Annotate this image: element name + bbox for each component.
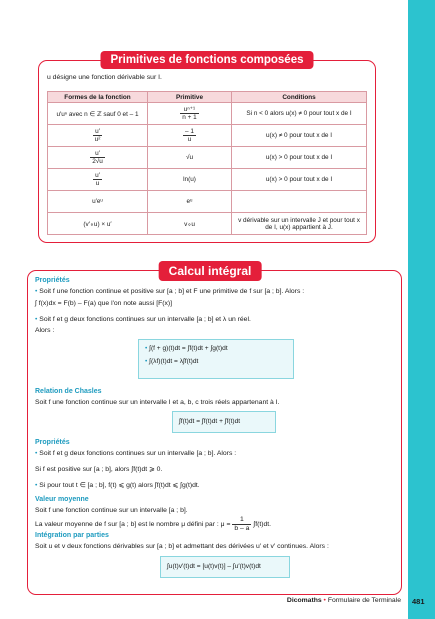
calcul-integral-title: Calcul intégral (159, 261, 262, 281)
footer-brand: Dicomaths (286, 597, 322, 604)
row-prim-frac: $\frac{- 1}{u}$ (185, 127, 194, 143)
prop2-line2: Si f est positive sur [a ; b], alors ∫f(t)dt ⩾ 0. (35, 466, 163, 473)
row-form-frac: $\frac{u'}{\text{u²}}$ (94, 127, 101, 143)
heading-proprietes-2: Propriétés (35, 439, 70, 446)
ipp-formula: ∫u(t)v′(t)dt = [u(t)v(t)] – ∫u′(t)v(t)dt (167, 563, 261, 570)
moyenne-line2-text: La valeur moyenne de f sur [a ; b] est le nombre μ défini par : μ = (35, 521, 231, 529)
table-row (48, 191, 367, 213)
heading-integration-parties: Intégration par parties (35, 532, 109, 539)
moyenne-fraction: $\frac{1}{b - a}$ (234, 516, 250, 532)
linearity-formula-1: ∫(f + g)(t)dt = ∫f(t)dt + ∫g(t)dt (149, 345, 228, 352)
chasles-formula-box (172, 411, 276, 433)
table-row (48, 147, 367, 169)
prop2-line1: Soit f et g deux fonctions continues sur un intervalle [a ; b]. Alors : (39, 450, 237, 457)
row-prim: √u (148, 147, 232, 169)
table-row (48, 125, 367, 147)
prop2-line3: Si pour tout t ∈ [a ; b], f(t) ⩽ g(t) alors ∫f(t)dt ⩽ ∫g(t)dt. (39, 482, 200, 489)
header-primitive: Primitive (148, 92, 232, 103)
bullet-icon: • (145, 358, 150, 365)
footer-separator: • (323, 597, 326, 604)
table-row (48, 169, 367, 191)
table-row (48, 213, 367, 235)
row-form: u′uⁿ avec n ∈ ℤ sauf 0 et – 1 (48, 103, 148, 125)
row-prim: v∘u (148, 213, 232, 235)
side-color-bar (408, 0, 435, 619)
footer-label: Formulaire de Terminale (327, 597, 401, 604)
ipp-formula-box (160, 556, 290, 578)
row-cond (232, 191, 367, 213)
header-conditions: Conditions (232, 92, 367, 103)
page-footer (287, 597, 401, 604)
row-cond: Si n < 0 alors u(x) ≠ 0 pour tout x de I (232, 103, 367, 125)
bullet-icon: • (35, 316, 40, 323)
row-form-frac: $\frac{u'}{u}$ (95, 171, 100, 187)
row-prim-frac: $\frac{\text{uⁿ⁺¹}}{n + 1}$ (182, 105, 197, 121)
row-form: (v′∘u) × u′ (48, 213, 148, 235)
heading-chasles: Relation de Chasles (35, 388, 102, 395)
primitives-title: Primitives de fonctions composées (100, 51, 313, 69)
primitives-intro: u désigne une fonction dérivable sur I. (47, 74, 162, 81)
bullet-icon: • (35, 450, 40, 457)
chasles-line1: Soit f une fonction continue sur un intervalle I et a, b, c trois réels appartenant à I. (35, 399, 280, 406)
prop1-line2: ∫ f(x)dx = F(b) – F(a) que l'on note aussi [F(x)] (35, 300, 173, 307)
bullet-icon: • (145, 345, 150, 352)
chasles-formula: ∫f(t)dt = ∫f(t)dt + ∫f(t)dt (179, 418, 241, 425)
ipp-line1: Soit u et v deux fonctions dérivables sur [a ; b] et admettant des dérivées u′ et v′ continues. Alors : (35, 543, 329, 550)
row-cond: u(x) ≠ 0 pour tout x de I (232, 125, 367, 147)
row-cond: v dérivable sur un intervalle J et pour tout x de I, u(x) appartient à J. (232, 213, 367, 235)
heading-proprietes-1: Propriétés (35, 277, 70, 284)
row-cond: u(x) > 0 pour tout x de I (232, 169, 367, 191)
row-form-frac: $\frac{u'}{2√u}$ (92, 149, 103, 165)
prop1-line3: Soit f et g deux fonctions continues sur un intervalle [a ; b] et λ un réel. (39, 316, 251, 323)
bullet-icon: • (35, 482, 40, 489)
row-prim: ln(u) (148, 169, 232, 191)
row-prim: eᵘ (148, 191, 232, 213)
page-number: 481 (412, 597, 425, 606)
table-header-row (48, 92, 367, 103)
table-row (48, 103, 367, 125)
prop1-line1: Soit f une fonction continue et positive sur [a ; b] et F une primitive de f sur [a ; b]. Alors : (39, 288, 305, 295)
linearity-formula-box (138, 339, 294, 379)
prop1-line4: Alors : (35, 327, 55, 334)
bullet-icon: • (35, 288, 40, 295)
primitives-table (47, 91, 367, 235)
moyenne-line1: Soit f une fonction continue sur un intervalle [a ; b]. (35, 507, 188, 514)
row-cond: u(x) > 0 pour tout x de I (232, 147, 367, 169)
header-forme: Formes de la fonction (48, 92, 148, 103)
heading-valeur-moyenne: Valeur moyenne (35, 496, 89, 503)
linearity-formula-2: ∫(λf)(t)dt = λ∫f(t)dt (149, 358, 199, 365)
moyenne-integral: ∫f(t)dt. (253, 521, 272, 529)
row-form: u′eᵘ (48, 191, 148, 213)
